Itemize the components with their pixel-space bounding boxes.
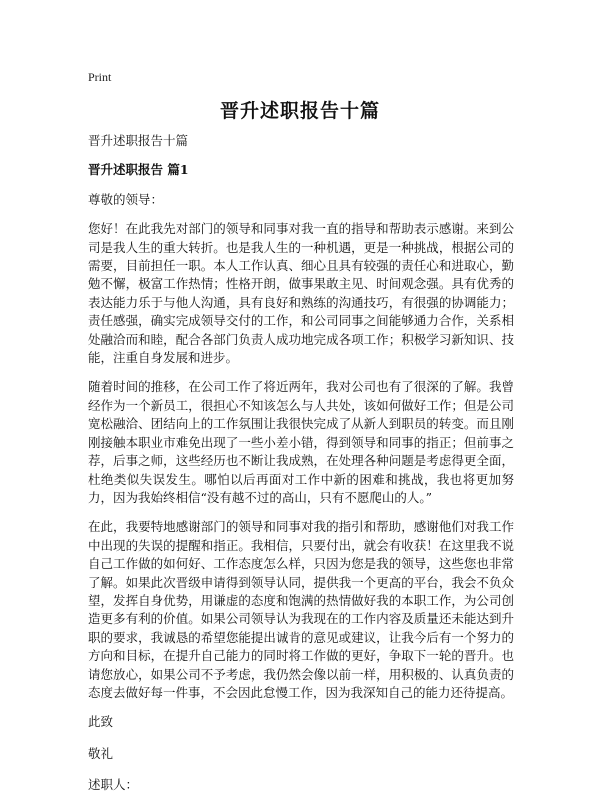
paragraph-1: 您好！在此我先对部门的领导和同事对我一直的指导和帮助表示感谢。来到公司是我人生的重大转折。也是我人生的一种机遇，更是一种挑战，根据公司的需要，目前担任一职。本人工作认真、细心且具有较强的责任心和进取心，勤勉不懈，极富工作热情；性格开朗，做事果敢主见、时间观念强。具有优秀的表达能力乐于与他人沟通，具有良好和熟练的沟通技巧，有很强的协调能力；责任感强，确实完成领导交付的工作，和公司同事之间能够通力合作，关系相处融洽而和睦，配合各部门负责人成功地完成各项工作；积极学习新知识、技能，注重自身发展和进步。 bbox=[88, 221, 514, 366]
closing-signature: 述职人： bbox=[88, 777, 139, 793]
closing-line-1: 此致 bbox=[88, 714, 114, 730]
document-body bbox=[88, 132, 514, 808]
document-subtitle: 晋升述职报告十篇 bbox=[88, 133, 189, 148]
closing-line-2: 敬礼 bbox=[88, 745, 114, 761]
salutation: 尊敬的领导： bbox=[88, 191, 164, 207]
document-title: 晋升述职报告十篇 bbox=[219, 100, 380, 122]
print-label: Print bbox=[88, 70, 112, 84]
section-heading: 晋升述职报告 篇1 bbox=[88, 162, 189, 178]
paragraph-3: 在此，我要特地感谢部门的领导和同事对我的指引和帮助，感谢他们对我工作中出现的失误的提醒和指正。我相信，只要付出，就会有收获！在这里我不说自己工作做的如何好、工作态度怎么样，只因为您是我的领导，这些您也非常了解。如果此次晋级申请得到领导认同，提供我一个更高的平台，我会不负众望，发挥自身优势，用谦虚的态度和饱满的热情做好我的本职工作，为公司创造更多有利的价值。如果公司领导认为我现在的工作内容及质量还未能达到升职的要求，我诚恳的希望您能提出诚肯的意见或建议，让我今后有一个努力的方向和目标，在提升自己能力的同时将工作做的更好，争取下一轮的晋升。也请您放心，如果公司不予考虑，我仍然会像以前一样，用积极的、认真负责的态度去做好每一件事，不会因此怠慢工作，因为我深知自己的能力还待提高。 bbox=[88, 519, 514, 700]
paragraph-2: 随着时间的推移，在公司工作了将近两年，我对公司也有了很深的了解。我曾经作为一个新员工，很担心不知该怎么与人共处，该如何做好工作；但是公司宽松融洽、团结向上的工作氛围让我很快完成了从新人到职员的转变。而且刚刚接触本职业市难免出现了一些小差小错，得到领导和同事的指正；但前事之荐，后事之师，这些经历也不断让我成熟，在处理各种问题是考虑得更全面，杜绝类似失误发生。哪怕以后再面对工作中新的困难和挑战，我也将更加努力，因为我始终相信“没有越不过的高山，只有不愿爬山的人。” bbox=[88, 379, 514, 505]
